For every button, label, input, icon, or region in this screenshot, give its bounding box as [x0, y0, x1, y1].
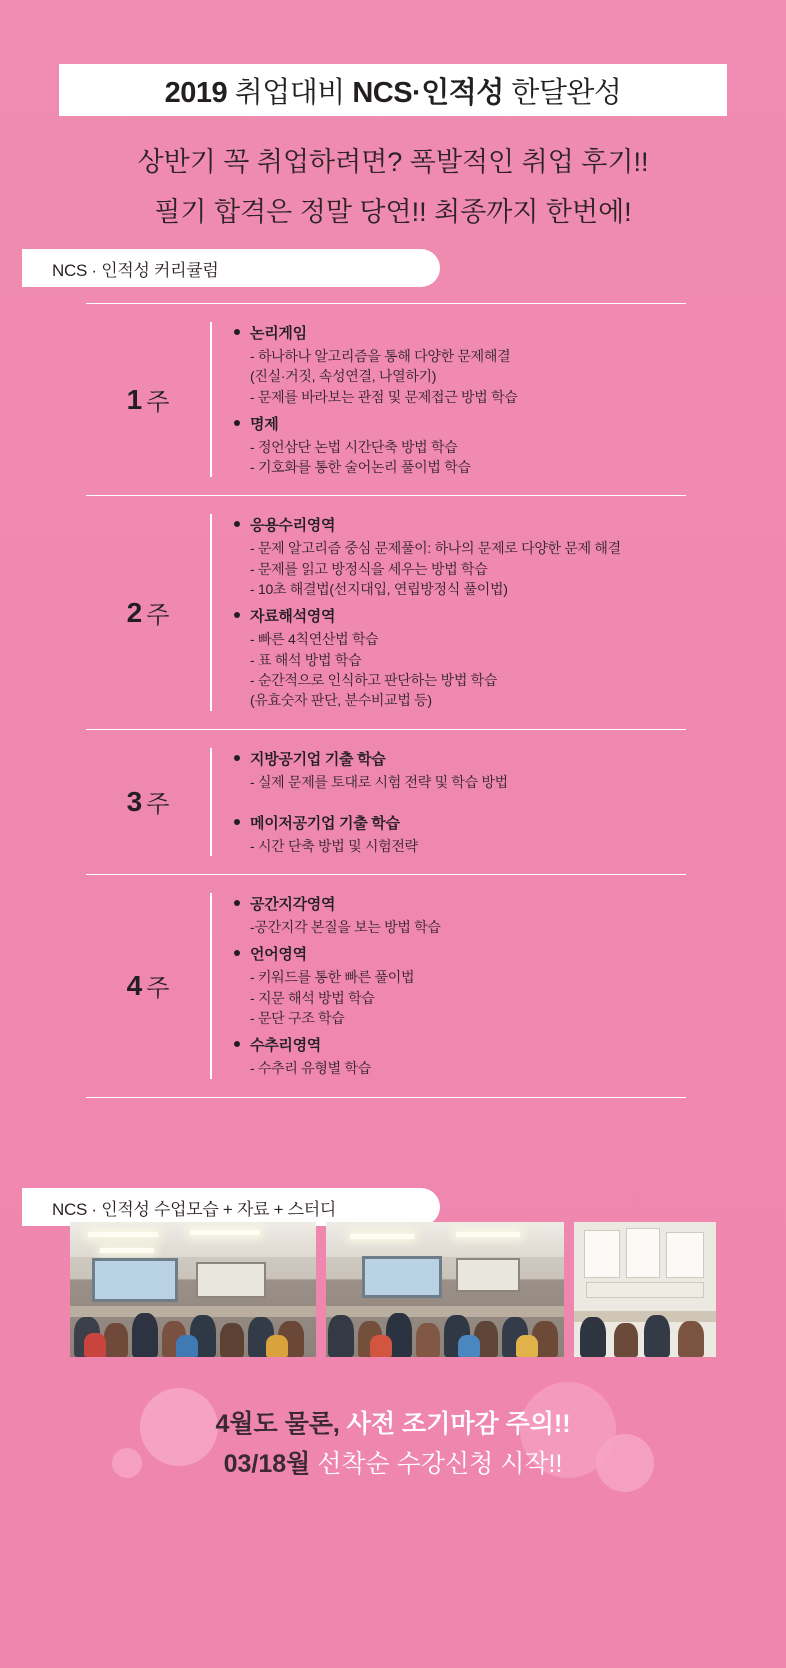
- title-rest: 취업대비: [227, 76, 353, 109]
- section-label-photos-text: NCS · 인적성 수업모습 + 자료 + 스터디: [52, 1199, 337, 1219]
- photo-gallery: [70, 1222, 716, 1357]
- week-unit: 주: [146, 602, 170, 630]
- topic-item: [234, 322, 686, 407]
- section-label-photos: [22, 1188, 440, 1226]
- topic-title: 자료해석영역: [234, 605, 686, 626]
- section-label-curriculum: [22, 249, 440, 287]
- topic-line: - 정언삼단 논법 시간단축 방법 학습: [250, 438, 458, 455]
- topic-title: 지방공기업 기출 학습: [234, 748, 686, 769]
- topic-item: [234, 413, 686, 478]
- week-unit: 주: [146, 389, 170, 417]
- topic-line: - 빠른 4칙연산법 학습: [250, 631, 379, 648]
- footer-line-2-text: 선착순 수강신청 시작!!: [310, 1450, 563, 1478]
- topic-title: 응용수리영역: [234, 514, 686, 535]
- topic-item: [234, 514, 686, 599]
- week-unit: 주: [146, 791, 170, 819]
- week-content: [210, 748, 686, 857]
- week-number: 3: [126, 785, 143, 817]
- topic-line: - 순간적으로 인식하고 판단하는 방법 학습: [250, 671, 498, 688]
- subtitle-line-1: 상반기 꼭 취업하려면? 폭발적인 취업 후기!!: [137, 147, 649, 177]
- page-title-bar: [59, 64, 727, 116]
- week-row: [86, 729, 686, 875]
- week-number: 4: [126, 969, 143, 1001]
- topic-item: [234, 748, 686, 792]
- title-tail: 한달완성: [503, 76, 622, 109]
- topic-item: [234, 605, 686, 710]
- week-content: [210, 893, 686, 1078]
- footer-line-1: [0, 1404, 786, 1440]
- classroom-photo-2: [326, 1222, 564, 1357]
- topic-title: 메이저공기업 기출 학습: [234, 812, 686, 833]
- classroom-photo-1: [70, 1222, 316, 1357]
- week-row: [86, 495, 686, 728]
- week-label: [86, 748, 210, 857]
- week-number: 2: [126, 596, 143, 628]
- footer-line-2: [0, 1444, 786, 1480]
- topic-title: 명제: [234, 413, 686, 434]
- topic-item: [234, 1034, 686, 1078]
- topic-item: [234, 893, 686, 937]
- audience-silhouettes: [326, 1281, 564, 1357]
- topic-line: - 10초 해결법(선지대입, 연립방정식 풀이법): [250, 581, 508, 598]
- week-row: [86, 874, 686, 1097]
- audience-silhouettes: [574, 1281, 716, 1357]
- week-content: [210, 322, 686, 477]
- topic-title: 언어영역: [234, 943, 686, 964]
- topic-line: - 문제 알고리즘 중심 문제풀이: 하나의 문제로 다양한 문제 해결: [250, 540, 621, 557]
- audience-silhouettes: [70, 1281, 316, 1357]
- topic-line: -공간지각 본질을 보는 방법 학습: [250, 919, 441, 936]
- topic-title: 공간지각영역: [234, 893, 686, 914]
- week-label: [86, 514, 210, 710]
- topic-title: 수추리영역: [234, 1034, 686, 1055]
- topic-item: [234, 812, 686, 856]
- topic-line: - 수추리 유형별 학습: [250, 1060, 371, 1077]
- footer-line-1-month: 4월도 물론,: [215, 1410, 347, 1438]
- title-bold: NCS·인적성: [352, 76, 504, 109]
- curriculum-list: [86, 303, 686, 1098]
- subtitle-line-2: 필기 합격은 정말 당연!! 최종까지 한번에!: [154, 197, 632, 227]
- topic-item: [234, 943, 686, 1028]
- week-number: 1: [126, 383, 143, 415]
- topic-line: - 문단 구조 학습: [250, 1010, 345, 1027]
- topic-line: - 표 해석 방법 학습: [250, 651, 362, 668]
- topic-line: - 키워드를 통한 빠른 풀이법: [250, 969, 415, 986]
- week-row: [86, 303, 686, 495]
- topic-line: - 문제를 바라보는 관점 및 문제접근 방법 학습: [250, 388, 518, 405]
- topic-line: - 문제를 읽고 방정식을 세우는 방법 학습: [250, 560, 488, 577]
- topic-line: - 실제 문제를 토대로 시험 전략 및 학습 방법: [250, 773, 508, 790]
- topic-line: - 기호화를 통한 술어논리 풀이법 학습: [250, 459, 471, 476]
- week-content: [210, 514, 686, 710]
- footer-line-2-date: 03/18월: [223, 1450, 311, 1478]
- footer-line-1-warning: 사전 조기마감 주의!!: [346, 1410, 571, 1438]
- topic-line: - 지문 해석 방법 학습: [250, 989, 375, 1006]
- topic-line: - 하나하나 알고리즘을 통해 다양한 문제해결: [250, 348, 511, 364]
- week-label: [86, 893, 210, 1078]
- topic-line: (유효숫자 판단, 분수비교법 등): [250, 692, 432, 709]
- page-title: [165, 70, 622, 111]
- section-label-curriculum-text: NCS · 인적성 커리큘럼: [52, 260, 219, 280]
- topic-title: 논리게임: [234, 322, 686, 343]
- topic-line: - 시간 단축 방법 및 시험전략: [250, 837, 418, 854]
- topic-line: (진실·거짓, 속성연결, 나열하기): [250, 368, 437, 385]
- week-label: [86, 322, 210, 477]
- week-unit: 주: [146, 975, 170, 1003]
- footer-banner: [0, 1390, 786, 1510]
- study-room-photo-3: [574, 1222, 716, 1357]
- title-year: 2019: [164, 76, 228, 109]
